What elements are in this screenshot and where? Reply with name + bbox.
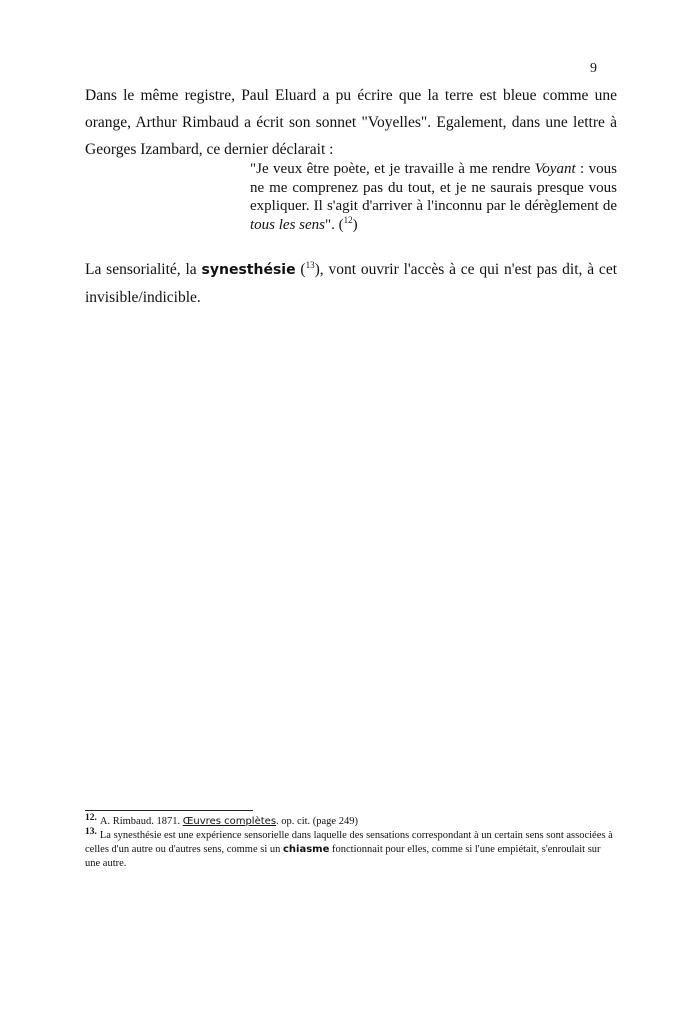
quote-italic-voyant: Voyant	[534, 161, 576, 177]
quote-text: ". (	[325, 216, 344, 233]
footnote-number: 12.	[85, 812, 97, 823]
footnote-13	[85, 826, 617, 871]
footnote-text: . op. cit. (page 249)	[276, 816, 358, 827]
paragraph-text: (	[295, 261, 306, 278]
block-quote	[250, 160, 617, 234]
quote-italic-sens: tous les sens	[250, 216, 325, 233]
footnote-book-title: Œuvres complètes	[182, 816, 277, 827]
footnote-reference: 12	[343, 214, 353, 225]
quote-text: "Je veux être poète, et je travaille à me rendre	[250, 161, 535, 177]
footnote-bold-term: chiasme	[282, 844, 330, 855]
paragraph-text: ), vont ouvrir l'accès à ce qui n'est pas dit, à cet invisible/indicible.	[85, 261, 618, 306]
footnote-text: A. Rimbaud. 1871.	[99, 816, 183, 827]
footnote-12	[85, 812, 617, 829]
footnote-text: fonctionnait pour elles, comme si l'une empiétait, s'enroulait sur une autre.	[85, 844, 601, 869]
quote-text: )	[352, 216, 358, 233]
footnote-reference: 13	[305, 259, 315, 270]
footnote-number: 13.	[85, 826, 97, 837]
body-paragraph	[85, 256, 617, 311]
body-paragraph: Dans le même registre, Paul Eluard a pu écrire que la terre est bleue comme une orange, Arthur Rimbaud a écrit son sonnet "Voyelles". Egalement, dans une lettre à Georges Izambard, ce dernier déclarait :	[85, 87, 617, 158]
paragraph-text: La sensorialité, la	[85, 261, 202, 278]
footnote-text: La synesthésie est une expérience sensorielle dans laquelle des sensations correspondant à un certain sens sont associées à celles d'un autre ou d'autres sens, comme si un	[85, 830, 613, 855]
bold-term: synesthésie	[201, 262, 296, 278]
quote-text: : vous ne me comprenez pas du tout, et je ne saurais presque vous expliquer. Il s'agit d'arriver à l'inconnu par le dérèglement de	[250, 161, 617, 214]
footnote-separator	[85, 810, 253, 811]
page-number: 9	[590, 61, 597, 76]
footnotes	[85, 812, 617, 871]
